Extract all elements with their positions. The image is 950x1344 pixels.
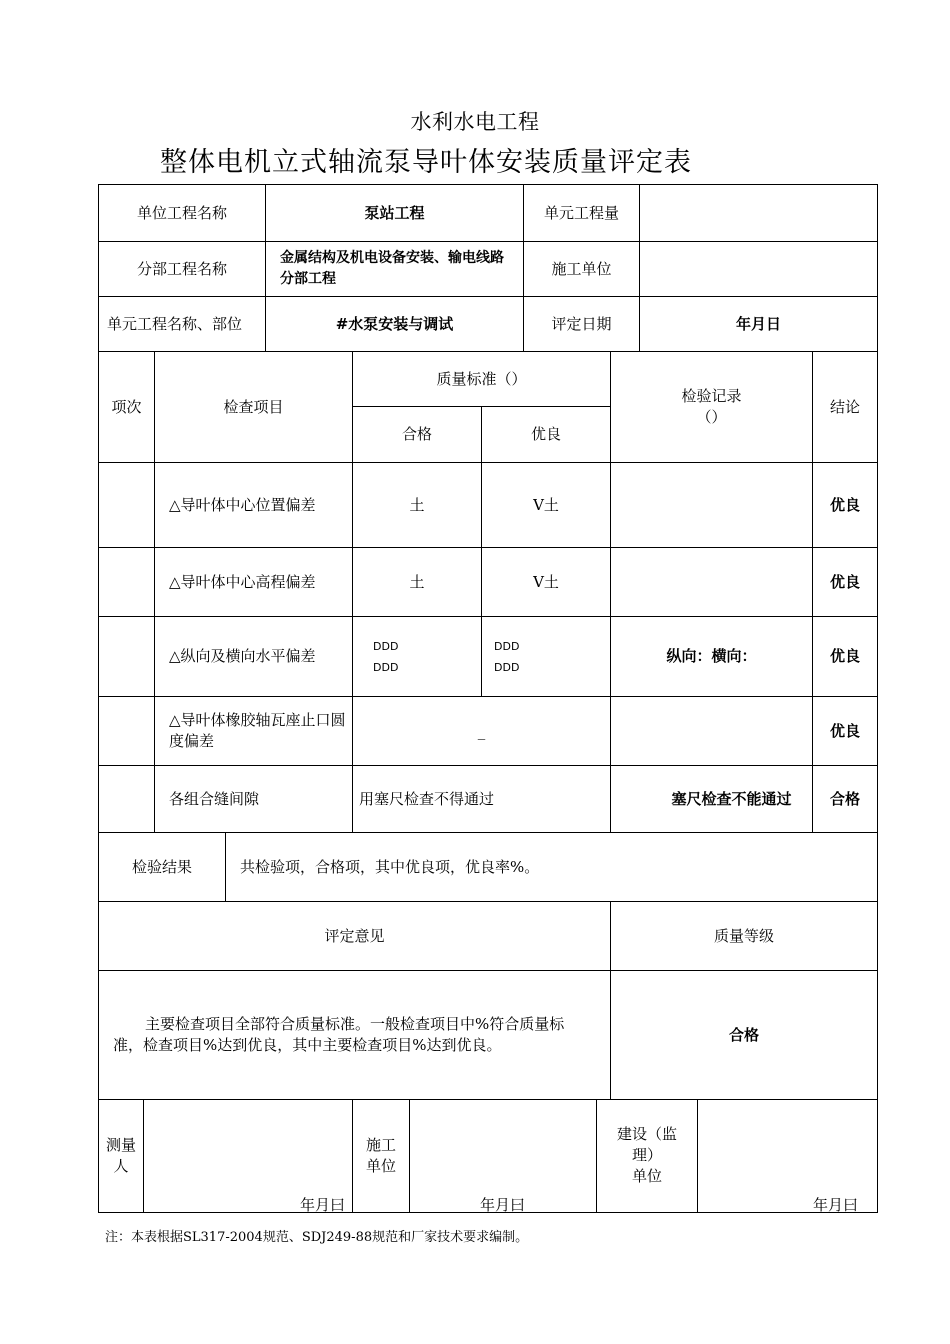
- branch-project-value: 金属结构及机电设备安装、输电线路分部工程: [265, 241, 524, 297]
- result-value: 共检验项，合格项，其中优良项，优良率%。: [225, 832, 878, 902]
- eval-date-value: 年月日: [639, 296, 878, 352]
- opinion-text: [98, 970, 611, 1100]
- row-5-conclusion: 合格: [812, 765, 878, 833]
- unit-project-label: 单位工程名称: [98, 184, 266, 242]
- row-4-seq: [98, 696, 155, 766]
- construction-unit-label: 施工单位: [523, 241, 640, 297]
- row-3-excellent-line1: DDD: [494, 639, 520, 653]
- record-header-line1: 检验记录: [681, 387, 742, 405]
- element-name-value: #水泵安装与调试: [265, 296, 524, 352]
- row-4-standard: _: [352, 696, 611, 766]
- surveyor-label: 测量人: [98, 1099, 144, 1213]
- seq-header: 项次: [98, 351, 155, 463]
- construction-unit-value: [639, 241, 878, 297]
- element-name-label: 单元工程名称、部位: [98, 296, 266, 352]
- row-2-item: △导叶体中心高程偏差: [154, 547, 353, 617]
- document-title: 整体电机立式轴流泵导叶体安装质量评定表: [160, 147, 692, 178]
- qualified-header: 合格: [352, 406, 482, 463]
- footer-note: 注：本表根据SL317-2004规范、SDJ249-88规范和厂家技术要求编制。: [105, 1230, 529, 1245]
- row-3-seq: [98, 616, 155, 697]
- row-1-conclusion: 优良: [812, 462, 878, 548]
- opinion-text-content: 主要检查项目全部符合质量标准。一般检查项目中%符合质量标准，检查项目%达到优良，其中主要检查项目%达到优良。: [113, 1015, 565, 1054]
- document-subtitle: 水利水电工程: [410, 110, 540, 134]
- row-5-seq: [98, 765, 155, 833]
- grade-label: 质量等级: [610, 901, 878, 971]
- construction-date: 年月曰: [480, 1196, 526, 1214]
- row-2-excellent: V土: [481, 547, 611, 617]
- row-1-qualified: 土: [352, 462, 482, 548]
- row-1-record: [610, 462, 813, 548]
- row-1-excellent: V土: [481, 462, 611, 548]
- supervision-label: [596, 1099, 698, 1213]
- row-4-record: [610, 696, 813, 766]
- row-3-qualified: [352, 616, 482, 697]
- item-header: 检查项目: [154, 351, 353, 463]
- row-3-excellent-line2: DDD: [494, 660, 520, 674]
- row-5-item: 各组合缝间隙: [154, 765, 353, 833]
- unit-project-value: 泵站工程: [265, 184, 524, 242]
- record-header: [610, 351, 813, 463]
- conclusion-header: 结论: [812, 351, 878, 463]
- row-2-qualified: 土: [352, 547, 482, 617]
- excellent-header: 优良: [481, 406, 611, 463]
- row-5-standard: 用塞尺检查不得通过: [352, 765, 611, 833]
- branch-project-label: 分部工程名称: [98, 241, 266, 297]
- row-2-conclusion: 优良: [812, 547, 878, 617]
- row-3-excellent: [481, 616, 611, 697]
- standard-header: 质量标准（）: [352, 351, 611, 407]
- opinion-label: 评定意见: [98, 901, 611, 971]
- row-4-item: △导叶体橡胶轴瓦座止口圆度偏差: [154, 696, 353, 766]
- row-2-record: [610, 547, 813, 617]
- row-2-seq: [98, 547, 155, 617]
- row-1-item: △导叶体中心位置偏差: [154, 462, 353, 548]
- supervision-label-line2: 理）: [631, 1146, 662, 1164]
- row-3-qualified-line2: DDD: [373, 660, 399, 674]
- eval-date-label: 评定日期: [523, 296, 640, 352]
- record-header-line2: （）: [696, 408, 727, 426]
- unit-quantity-value: [639, 184, 878, 242]
- construction-label: 施工单位: [352, 1099, 410, 1213]
- supervision-label-line3: 单位: [631, 1167, 662, 1185]
- grade-value: 合格: [610, 970, 878, 1100]
- supervision-date: 年月曰: [813, 1196, 859, 1214]
- row-3-qualified-line1: DDD: [373, 639, 399, 653]
- result-label: 检验结果: [98, 832, 226, 902]
- row-1-seq: [98, 462, 155, 548]
- row-4-conclusion: 优良: [812, 696, 878, 766]
- unit-quantity-label: 单元工程量: [523, 184, 640, 242]
- row-3-record: 纵向：横向：: [610, 616, 813, 697]
- supervision-label-line1: 建设（监: [616, 1125, 677, 1143]
- row-3-item: △纵向及横向水平偏差: [154, 616, 353, 697]
- row-3-conclusion: 优良: [812, 616, 878, 697]
- surveyor-date: 年月曰: [300, 1196, 346, 1214]
- row-5-record: 塞尺检查不能通过: [610, 765, 813, 833]
